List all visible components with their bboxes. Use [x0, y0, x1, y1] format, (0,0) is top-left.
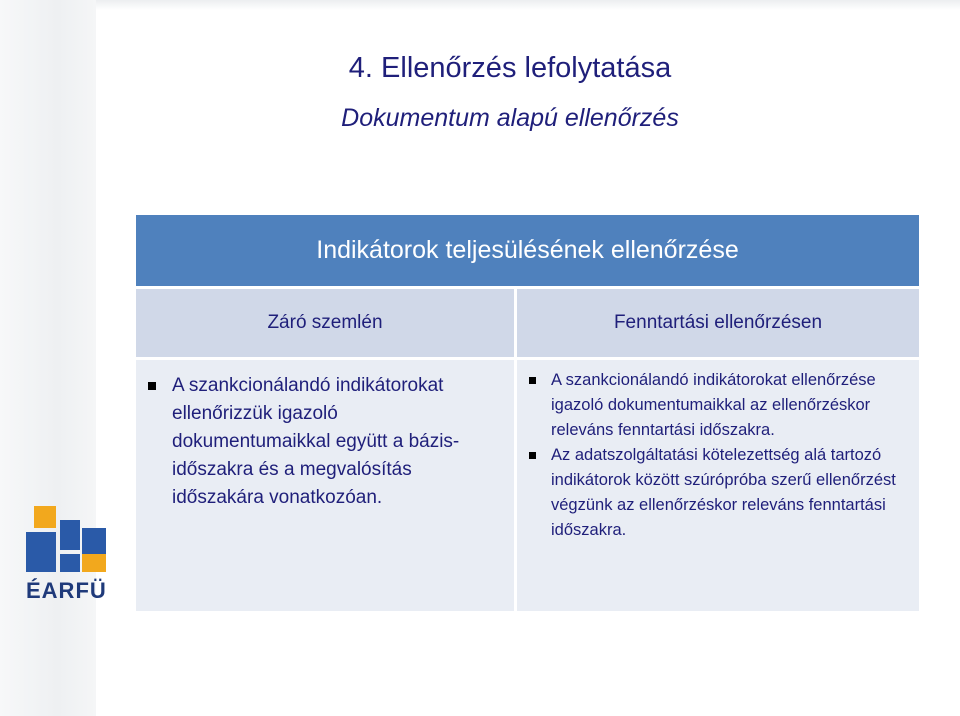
- logo-blue-block-left: [26, 532, 56, 572]
- page-title: 4. Ellenőrzés lefolytatása: [348, 52, 672, 84]
- list-item: [148, 372, 500, 512]
- background-stripe-top: [96, 0, 960, 10]
- logo-orange-square-top: [34, 506, 56, 528]
- logo-blue-block-top: [60, 520, 80, 550]
- bullet-icon: [529, 452, 536, 459]
- list-item: [529, 443, 909, 543]
- bullet-icon: [529, 377, 536, 384]
- indicator-table: [136, 215, 919, 611]
- table-header: Indikátorok teljesülésének ellenőrzése: [136, 215, 919, 286]
- bullet-icon: [148, 382, 156, 390]
- column-body-left: [136, 360, 514, 611]
- column-title-right: Fenntartási ellenőrzésen: [517, 289, 919, 357]
- list-item-text: A szankcionálandó indikátorokat ellenőrizzük igazoló dokumentumaikkal együtt a bázis-időszakra és a megvalósítás időszakára vonatkozóan.: [172, 375, 460, 508]
- list-item-text: Az adatszolgáltatási kötelezettség alá tartozó indikátorok között szúrópróba szerű ellenőrzést végzünk az ellenőrzéskor releváns fenntartási időszakra.: [551, 446, 896, 539]
- logo-text: ÉARFÜ: [26, 578, 107, 603]
- list-item: [529, 368, 909, 443]
- list-item-text: A szankcionálandó indikátorokat ellenőrzése igazoló dokumentumaikkal az ellenőrzéskor releváns fenntartási időszakra.: [551, 371, 876, 439]
- column-body-right: [517, 360, 919, 611]
- page-subtitle: Dokumentum alapú ellenőrzés: [341, 104, 679, 132]
- column-title-left: Záró szemlén: [136, 289, 514, 357]
- logo-blue-block-bottom: [60, 554, 80, 572]
- logo-orange-square-bottom: [82, 554, 106, 572]
- logo-blue-block-right: [82, 528, 106, 554]
